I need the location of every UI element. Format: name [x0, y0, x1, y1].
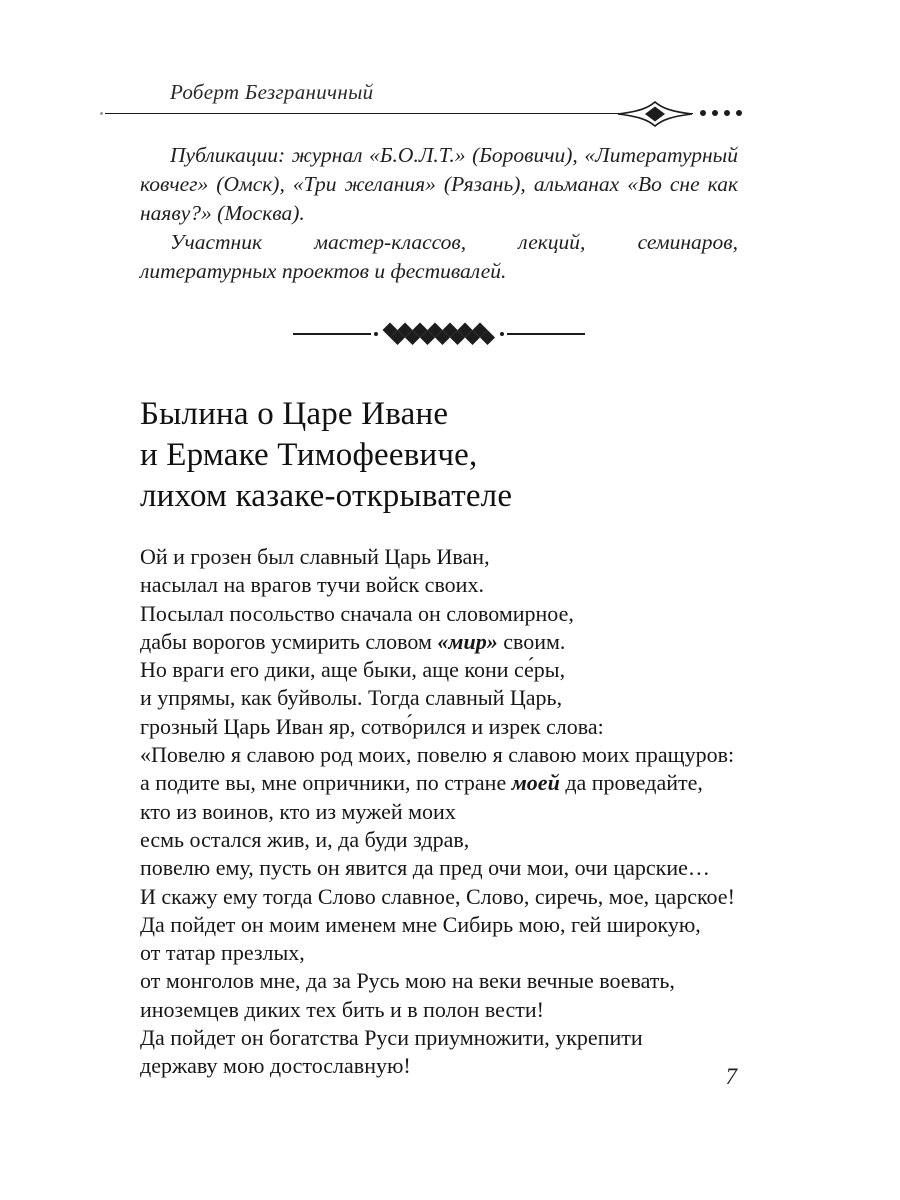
rule-start-dot [100, 112, 103, 115]
poem-run: а подите вы, мне опричники, по стране [140, 770, 512, 796]
poem-run: Но враги его дики, аще быки, аще кони се́ры, [140, 657, 566, 683]
poem-run: своим. [497, 628, 566, 654]
poem-line [140, 543, 490, 571]
poem-line [140, 571, 484, 599]
poem-line [140, 911, 701, 939]
poem-title [140, 394, 760, 517]
publications-paragraph: Публикации: журнал «Б.О.Л.Т.» (Боровичи), «Литературный ковчег» (Омск), «Три желания» (Рязань), альманах «Во сне как наяву?» (Москва). [140, 143, 738, 225]
dot [724, 110, 730, 116]
header-dots [700, 110, 742, 116]
poem-run: «Повелю я славою род моих, повелю я славою моих пращуров: [140, 742, 735, 768]
spindle-ornament-icon [617, 101, 693, 127]
poem-run: и упрямы, как буйволы. Тогда славный Царь, [140, 685, 563, 711]
poem-line [140, 939, 305, 967]
poem-run: иноземцев диких тех бить и в полон вести! [140, 996, 544, 1022]
diamond-cluster-icon [381, 322, 497, 346]
poem-run-bold: моей [511, 770, 560, 796]
poem-line [140, 826, 469, 854]
poem-run: от татар презлых, [140, 940, 305, 966]
section-divider [140, 322, 738, 346]
divider-dot-left [374, 332, 378, 336]
poem-run: кто из воинов, кто из мужей моих [140, 798, 456, 824]
poem-line [140, 798, 456, 826]
poem-run: И скажу ему тогда Слово славное, Слово, сиречь, мое, царское! [140, 883, 735, 909]
poem-line [140, 1024, 643, 1052]
poem-run: насылал на врагов тучи войск своих. [140, 572, 484, 598]
poem-line [140, 883, 735, 911]
dot [736, 110, 742, 116]
poem-run: есмь остался жив, и, да буди здрав, [140, 826, 470, 852]
title-line: и Ермаке Тимофеевиче, [140, 437, 478, 473]
poem-run: Да пойдет он богатства Руси приумножити, укрепити [140, 1025, 643, 1051]
title-line: лихом казаке-открывателе [140, 478, 513, 514]
poem-line [140, 967, 675, 995]
poem-run: Посылал посольство сначала он словомирное, [140, 600, 574, 626]
poem-line [140, 854, 710, 882]
poem-line [140, 600, 574, 628]
dot [700, 110, 706, 116]
poem-run: дабы ворогов усмирить словом [140, 628, 438, 654]
header-rule [105, 100, 745, 128]
poem-run: державу мою достославную! [140, 1053, 411, 1079]
poem-run: Ой и грозен был славный Царь Иван, [140, 544, 490, 569]
divider-line-left [293, 333, 371, 335]
poem-line [140, 996, 544, 1024]
poem-line [140, 656, 565, 684]
poem-line [140, 713, 604, 741]
poem-run: грозный Царь Иван яр, сотво́рился и изрек слова: [140, 713, 604, 739]
participation-paragraph: Участник мастер-классов, лекций, семинаров, литературных проектов и фестивалей. [140, 230, 738, 283]
dot [712, 110, 718, 116]
poem-line [140, 741, 734, 769]
poem-run: от монголов мне, да за Русь мою на веки вечные воевать, [140, 968, 675, 994]
divider-dot-right [500, 332, 504, 336]
title-line: Былина о Царе Иване [140, 396, 449, 432]
poem-line [140, 684, 562, 712]
poem-run: повелю ему, пусть он явится да пред очи мои, очи царские… [140, 855, 710, 881]
poem-line [140, 769, 703, 797]
divider-line-right [507, 333, 585, 335]
rule-line [105, 113, 693, 114]
poem-line [140, 628, 565, 656]
running-head-author: Роберт Безграничный [170, 80, 374, 104]
poem-run: Да пойдет он моим именем мне Сибирь мою, гей широкую, [140, 911, 701, 937]
poem [140, 543, 740, 1081]
poem-run-bold: «мир» [437, 628, 498, 654]
poem-run: да проведайте, [559, 770, 703, 796]
page-number: 7 [725, 1064, 737, 1089]
intro-block [140, 141, 738, 286]
